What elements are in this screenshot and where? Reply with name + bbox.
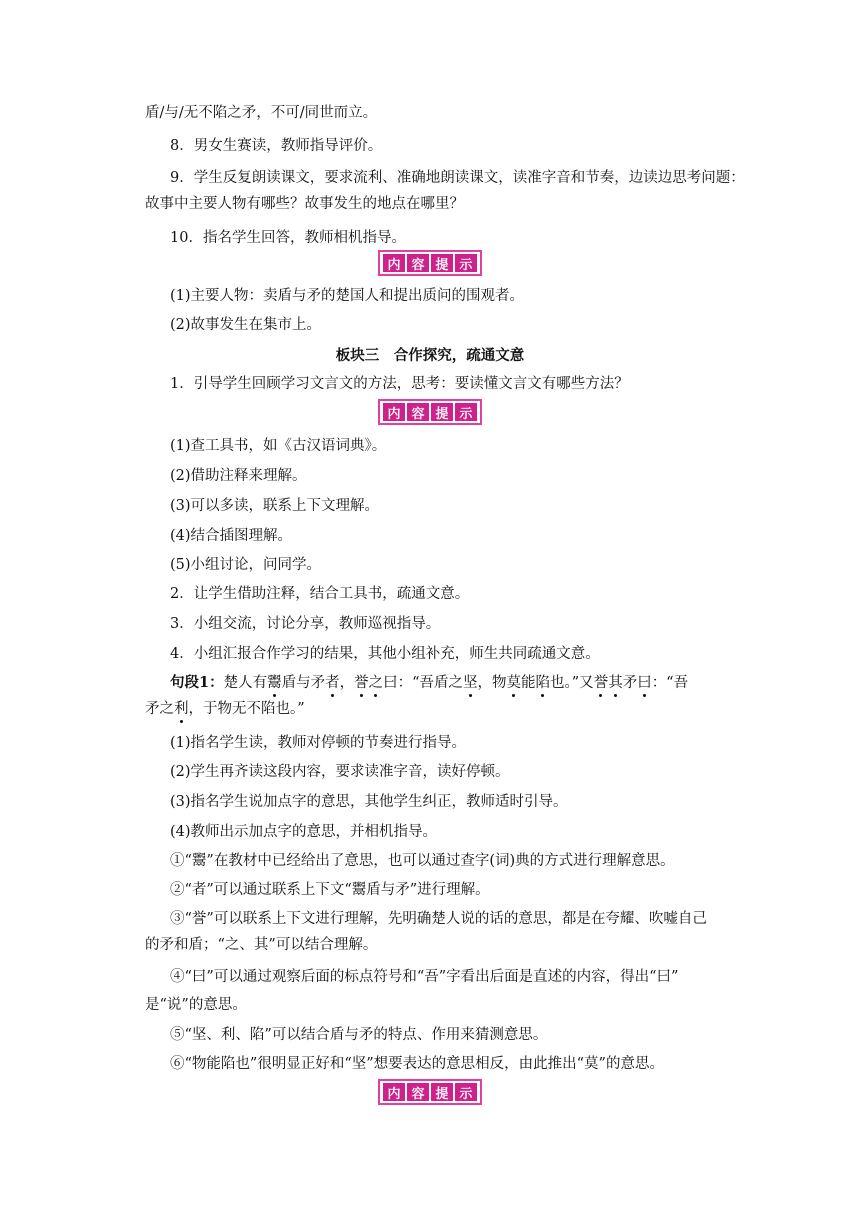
text-line: ③“誉”可以联系上下文进行理解，先明确楚人说的话的意思，都是在夸耀、吹嘘自己 [170,911,707,927]
tip-char: 示 [455,403,477,421]
tip-char: 示 [455,254,477,272]
text-line: 盾/与/无不陷之矛，不可/同世而立。 [145,105,378,121]
tip-text-line: (1)主要人物：卖盾与矛的楚国人和提出质问的围观者。 [170,288,525,304]
content-tip-badge [0,400,860,424]
text-line: 1．引导学生回顾学习文言文的方法，思考：要读懂文言文有哪些方法？ [170,376,629,392]
tip-char: 内 [383,403,405,421]
tip-text-line: (2)故事发生在集市上。 [170,317,322,333]
text-line: 8．男女生赛读，教师指导评价。 [170,138,383,154]
passage-segment: ， [339,675,355,691]
passage-line-1 [0,673,860,693]
content-tip-badge [0,251,860,275]
dotted-char: 其 [608,675,623,691]
passage-text [224,675,689,691]
dotted-char: 利 [174,701,189,717]
tip-text-line: (1)查工具书，如《古汉语词典》。 [170,438,387,454]
tip-char: 容 [407,254,429,272]
text-line: ⑥“物能陷也”很明显正好和“坚”想要表达的意思相反，由此推出“莫”的意思。 [170,1056,664,1072]
tip-text-line: (4)结合插图理解。 [170,528,293,544]
passage-segment: 楚人有 [223,675,268,691]
text-line: 4．小组汇报合作学习的结果，其他小组补充，师生共同疏通文意。 [170,646,600,662]
text-line: ①“鬻”在教材中已经给出了意思，也可以通过查字(词)典的方式进行理解意思。 [170,853,675,869]
tip-char: 内 [383,254,405,272]
passage-segment: ，于物无不陷也。” [188,701,305,717]
section-heading: 板块三 合作探究，疏通文意 [335,347,525,364]
passage-segment: 矛之 [145,701,174,717]
tip-char: 提 [431,403,453,421]
text-line: (2)学生再齐读这段内容，要求读准字音，读好停顿。 [170,764,510,780]
text-line: 3．小组交流，讨论分享，教师巡视指导。 [170,616,441,632]
dotted-char: 莫 [506,675,522,691]
tip-text-line: (2)借助注释来理解。 [170,468,307,484]
text-line: (1)指名学生读，教师对停顿的节奏进行指导。 [170,735,467,751]
content-tip-badge [0,1080,860,1104]
dotted-char: 曰 [637,675,652,691]
tip-text-line: (5)小组讨论，问同学。 [170,557,322,573]
dotted-char: 誉 [593,675,609,691]
text-line: (3)指名学生说加点字的意思，其他学生纠正，教师适时引导。 [170,794,568,810]
tip-char: 示 [455,1083,477,1101]
passage-line-2 [0,699,860,719]
passage-segment: ，物 [477,675,507,691]
text-line: 2．让学生借助注释，结合工具书，疏通文意。 [170,586,470,602]
passage-segment: 能 [521,675,536,691]
tip-char: 容 [407,403,429,421]
text-line: 9．学生反复朗读课文，要求流利、准确地朗读课文，读准字音和节奏，边读边思考问题： [170,170,745,186]
tip-char: 内 [383,1083,405,1101]
passage-segment: ：“吾 [651,675,689,691]
text-line: ④“曰”可以通过观察后面的标点符号和“吾”字看出后面是直述的内容，得出“曰” [170,969,679,985]
text-line: 是“说”的意思。 [145,997,247,1013]
passage-segment: 曰：“吾盾之 [383,675,464,691]
passage-segment: 也。”又 [550,675,594,691]
text-line: 故事中主要人物有哪些？故事发生的地点在哪里？ [145,196,464,212]
tip-text-line: (3)可以多读，联系上下文理解。 [170,498,380,514]
passage-segment: 盾与矛 [281,675,326,691]
passage-label: 句段1： [170,674,224,691]
text-line: 10．指名学生回答，教师相机指导。 [170,230,406,246]
dotted-char: 鬻 [267,675,282,691]
tip-char: 提 [431,254,453,272]
dotted-char: 陷 [535,675,551,691]
tip-char: 容 [407,1083,429,1101]
dotted-char: 誉 [354,675,369,691]
dotted-char: 者 [325,675,340,691]
text-line: ②“者”可以通过联系上下文“鬻盾与矛”进行理解。 [170,882,490,898]
dotted-char: 坚 [463,675,478,691]
text-line: 的矛和盾；“之、其”可以结合理解。 [145,937,378,953]
text-line: ⑤“坚、利、陷”可以结合盾与矛的特点、作用来猜测意思。 [170,1027,548,1043]
passage-segment: 矛 [622,675,638,691]
dotted-char: 之 [368,675,384,691]
text-line: (4)教师出示加点字的意思，并相机指导。 [170,824,438,840]
tip-char: 提 [431,1083,453,1101]
